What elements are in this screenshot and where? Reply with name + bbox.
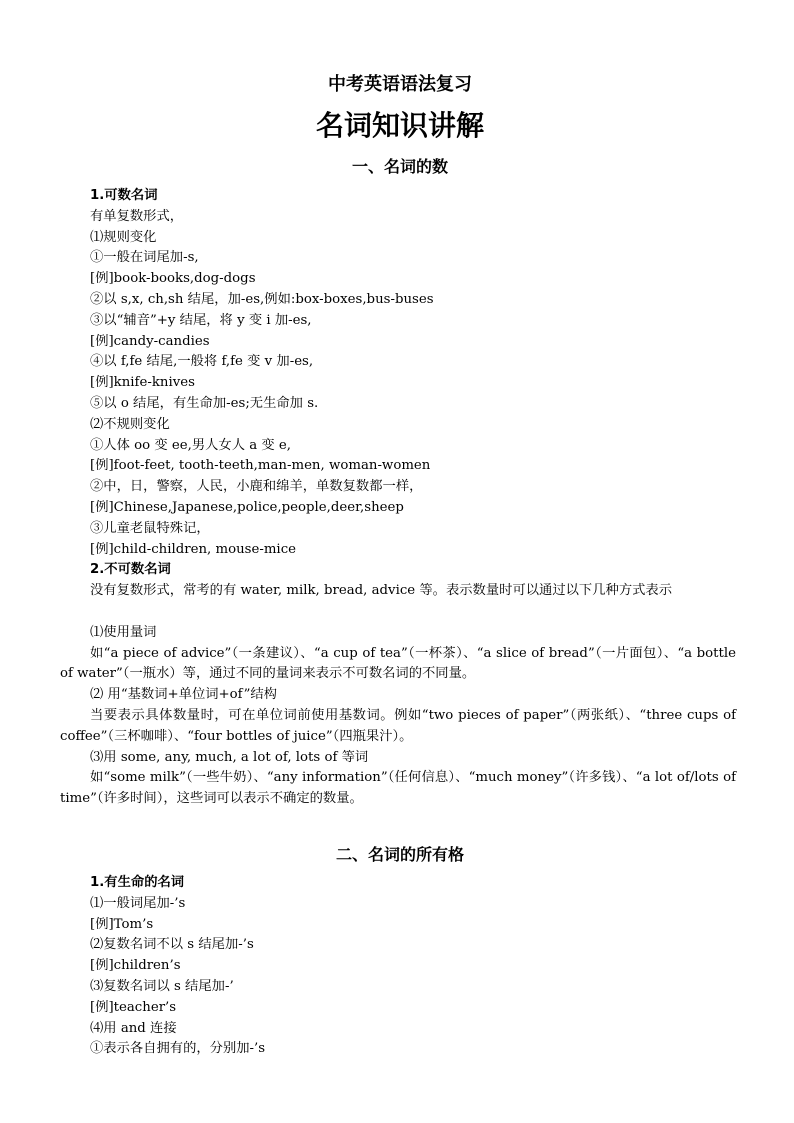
cardinal-heading: ⑵ 用“基数词+单位词+of”结构: [90, 687, 277, 703]
text-line: [例]Chinese,Japanese,police,people,deer,sheep: [90, 499, 404, 515]
some-paragraph: 如“some milk”（一些牛奶）、“any information”（任何信息）、“much money”（许多钱）、“a lot of/lots of time”（许多时间），这些词可以表示不确定的数量。: [60, 770, 736, 807]
some-heading: ⑶用 some, any, much, a lot of, lots of 等词: [90, 749, 369, 765]
measure-paragraph: 如“a piece of advice”（一条建议）、“a cup of tea”（一杯茶）、“a slice of bread”（一片面包）、“a bottle of water”（一瓶水）等，通过不同的量词来表示不可数名词的不同量。: [60, 645, 736, 682]
text-line: [例]Tom’s: [90, 916, 154, 932]
text-line: ⑵不规则变化: [90, 416, 170, 432]
text-line: ⑴规则变化: [90, 229, 157, 245]
text-line: ⑷用 and 连接: [90, 1020, 177, 1036]
text-line: [例]candy-candies: [90, 333, 210, 349]
text-line: [例]knife-knives: [90, 375, 195, 391]
measure-heading: ⑴使用量词: [90, 624, 157, 640]
text-line: [例]teacher’s: [90, 999, 177, 1015]
text-line: [例]child-children, mouse-mice: [90, 541, 297, 557]
section-possessive-content: [60, 873, 736, 1060]
text-line: ⑶复数名词以 s 结尾加-’: [90, 978, 234, 994]
text-line: ⑤以 o 结尾，有生命加-es;无生命加 s.: [90, 395, 319, 411]
text-line: ③儿童老鼠特殊记，: [90, 520, 210, 536]
text-line: [例]book-books,dog-dogs: [90, 271, 256, 287]
text-line: 有单复数形式，: [90, 208, 184, 224]
text-line: ③以“辅音”+y 结尾，将 y 变 i 加-es,: [90, 312, 312, 328]
text-line: ⑴一般词尾加-’s: [90, 895, 186, 911]
section-heading-possessive: 二、名词的所有格: [335, 845, 464, 864]
text-line: ①一般在词尾加-s,: [90, 250, 199, 266]
section-heading-number: 一、名词的数: [351, 157, 448, 176]
cardinal-paragraph: 当要表示具体数量时，可在单位词前使用基数词。例如“two pieces of paper”（两张纸）、“three cups of coffee”（三杯咖啡）、“four bottles of juice”（四瓶果汁）。: [60, 707, 736, 744]
section-number-content: [60, 186, 736, 810]
text-line: ①人体 oo 变 ee,男人女人 a 变 e,: [90, 437, 292, 453]
text-line: ④以 f,fe 结尾,一般将 f,fe 变 v 加-es,: [90, 354, 314, 370]
countable-heading: 1.可数名词: [90, 188, 158, 203]
living-nouns-heading: 1.有生命的名词: [90, 875, 185, 890]
text-line: [例]foot-feet, tooth-teeth,man-men, woman-women: [90, 458, 431, 474]
document-subtitle: 中考英语语法复习: [328, 74, 472, 95]
text-line: ⑵复数名词不以 s 结尾加-’s: [90, 937, 254, 953]
document-title: 名词知识讲解: [315, 109, 484, 142]
text-line: [例]children’s: [90, 958, 181, 974]
blank-line: [60, 602, 736, 623]
uncountable-heading: 2.不可数名词: [90, 562, 171, 578]
text-line: ②以 s,x, ch,sh 结尾，加-es,例如:box-boxes,bus-buses: [90, 291, 434, 307]
uncountable-paragraph: 没有复数形式，常考的有 water, milk, bread, advice 等。表示数量时可以通过以下几种方式表示: [90, 583, 673, 599]
text-line: ①表示各自拥有的，分别加-’s: [90, 1041, 266, 1057]
text-line: ②中，日，警察，人民，小鹿和绵羊，单数复数都一样，: [90, 479, 423, 495]
